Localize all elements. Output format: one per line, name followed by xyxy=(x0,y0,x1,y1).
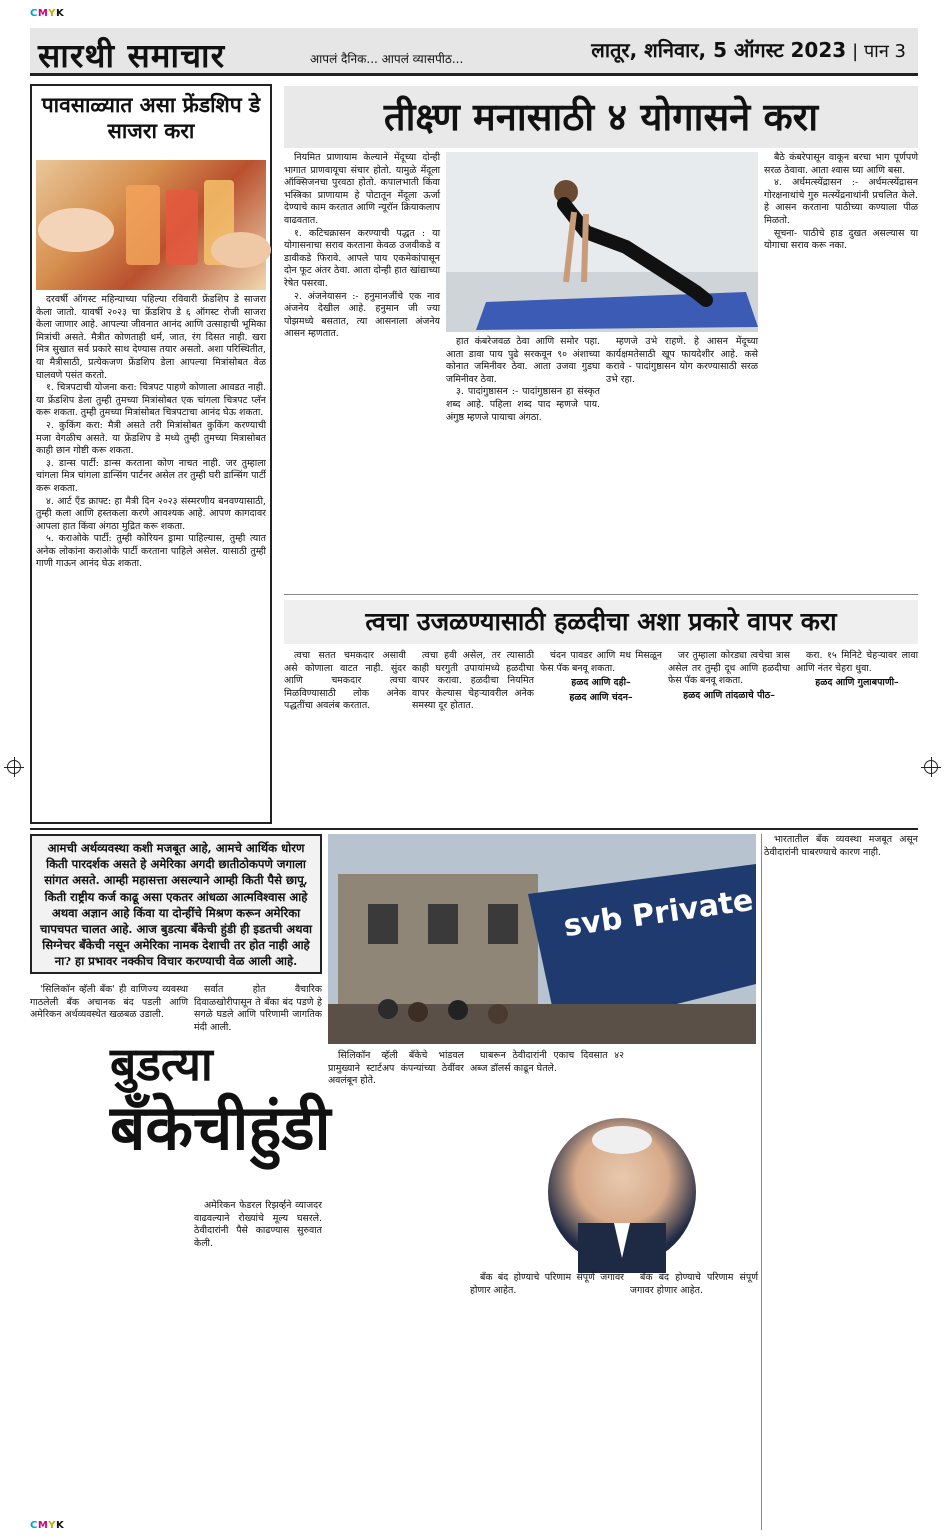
turmeric-headline: त्वचा उजळण्यासाठी हळदीचा अशा प्रकारे वापर करा xyxy=(284,600,918,644)
bank-intro: आमची अर्थव्यवस्था कशी मजबूत आहे, आमचे आर्थिक धोरण किती पारदर्शक असते हे अमेरिका अगदी छातीठोकपणे जगाला सांगत असते. आम्ही महासत्ता असल्याने आम्ही किती पैसे छापू, किती राष्ट्रीय कर्ज काढू असा एकतर आंधळा आत्मविश्वास आहे अथवा अज्ञान आहे किंवा या दोन्हींचे मिश्रण करून अमेरिका चापचपत चालत आहे. आज बुडत्या बँकेची हुंडी ही इडतची अथवा सिग्नेचर बँकेची नसून अमेरिका नामक देशाची तर होत नाही आहे ना? हा प्रभावर नक्कीच विचार करण्याची वेळ आली आहे. xyxy=(39,841,313,969)
turmeric-column-3 xyxy=(540,650,662,820)
yoga-note: सूचना- पाठीचे हाड दुखत असल्यास या योगाचा सराव करू नका. xyxy=(764,227,918,252)
turmeric-col2-text: त्वचा हवी असेल, तर त्यासाठी काही घरगुती उपायांमध्ये हळदीचा वापर करावा. हळदीचा नियमित वापर केल्यास चेहऱ्यावरील अनेक समस्या दूर होतात. xyxy=(412,650,534,712)
friendship-photo-art xyxy=(36,160,266,290)
bank-col2-text: सर्वात होत वैचारिक दिवाळखोरीपासून ते बँका बंद पडणे हे सगळे घडले आणि परिणामी जागतिक मंदी आली. xyxy=(194,984,322,1033)
yoga-pose-3: ३. पादांगुष्ठासन :- पादांगुष्ठासन हा संस्कृत शब्द आहे. पहिला शब्द पाद म्हणजे पाय. अंगुष्ठ म्हणजे पायाचा अंगठा. xyxy=(446,386,600,423)
turmeric-col5-text: करा. १५ मिनिटे चेहऱ्यावर लावा आणि नंतर चेहरा धुवा. xyxy=(796,650,918,674)
bank-column-1 xyxy=(30,984,188,1530)
tagline: आपलं दैनिक... आपलं व्यासपीठ... xyxy=(310,52,464,66)
yoga-col3-text: हात कंबरेजवळ ठेवा आणि समोर पहा. आता डावा पाय पुढे सरकवून ९० अंशाच्या कोनात जमिनीवर ठेवा. आता उजवा गुडघा जमिनीवर ठेवा. xyxy=(446,336,600,385)
friendship-tip-3: ३. डान्स पार्टी: डान्स करताना कोण नाचत नाही. जर तुम्हाला चांगला मित्र चांगला डान्सिंग पार्टनर असेल तर तुम्ही घरी डान्सिंग पार्टी करू शकता. xyxy=(36,457,266,494)
svb-sign-text: svb Private xyxy=(561,882,756,945)
registration-mark-right xyxy=(924,760,938,774)
yoga-column-1 xyxy=(284,152,440,582)
yoga-pose-1: १. कटिचक्रासन करण्याची पद्धत : या योगासनाचा सराव करताना केवळ उजवीकडे व डावीकडे फिरावे. आपले पाय एकमेकांपासून दोन फूट अंतर ठेवा. आता दोन्ही हात खांद्याच्या रेषेत पसरवा. xyxy=(284,227,440,289)
column-rule xyxy=(761,834,762,1530)
print-color-marks-bottom: CMYK xyxy=(30,1520,65,1531)
svb-photo-art xyxy=(328,834,756,1044)
friendship-body xyxy=(36,294,266,816)
turmeric-col4-text: जर तुम्हाला कोरड्या त्वचेचा त्रास असेल तर तुम्ही दूध आणि हळदीचा फेस पॅक बनवू शकता. xyxy=(668,650,790,687)
divider xyxy=(284,594,918,595)
section-divider xyxy=(30,828,918,830)
friendship-tip-2: २. कुकिंग करा: मैत्री असते तरी मित्रांसोबत कुकिंग करण्याची मजा वेगळीच असते. या फ्रेंडशिप डे मध्ये तुम्ही तुमच्या मित्रासोबत काही छान गोष्टी करू शकता. xyxy=(36,419,266,457)
turmeric-sub-rose: हळद आणि गुलाबपाणी– xyxy=(815,677,899,689)
turmeric-sub-sandal: हळद आणि चंदन– xyxy=(569,691,633,703)
yoga-column-3 xyxy=(446,336,600,582)
turmeric-column-5 xyxy=(796,650,918,820)
friendship-tip-5: ५. कराओके पार्टी: तुम्ही कोरियन ड्रामा पाहिल्यास, तुम्ही त्यात अनेक लोकांना कराओके पार्टी करताना पाहिले असेल. यासाठी तुम्ही गाणी गाऊन आनंद घेऊ शकता. xyxy=(36,533,266,570)
turmeric-col1-text: त्वचा सतत चमकदार असावी असे कोणाला वाटत नाही. सुंदर आणि चमकदार त्वचा मिळविण्यासाठी लोक अनेक पद्धतींचा अवलंब करतात. xyxy=(284,650,406,712)
turmeric-sub-curd: हळद आणि दही– xyxy=(571,677,631,689)
yoga-column-4 xyxy=(606,336,758,582)
turmeric-column-2 xyxy=(412,650,534,820)
print-color-marks: CMYK xyxy=(30,8,65,19)
yoga-photo-art xyxy=(446,152,758,332)
friendship-tip-4: ४. आर्ट ऍंड क्राफ्ट: हा मैत्री दिन २०२३ संस्मरणीय बनवण्यासाठी, तुम्ही कला आणि हस्तकला करणे आवश्यक आहे. आपण कागदावर आपला हात किंवा अंगठा मुद्रित करू शकता. xyxy=(36,495,266,532)
turmeric-column-4 xyxy=(668,650,790,820)
turmeric-column-1 xyxy=(284,650,406,820)
edition-date: लातूर, शनिवार, 5 ऑगस्ट 2023 | पान 3 xyxy=(591,38,906,62)
friendship-intro: दरवर्षी ऑगस्ट महिन्याच्या पहिल्या रविवारी फ्रेंडशिप डे साजरा केला जातो. यावर्षी २०२३ चा फ्रेंडशिप डे ६ ऑगस्ट रोजी साजरा केला जाणार आहे. आपल्या जीवनात आनंद आणि उत्साहाची भूमिका मित्रांची असते. मैत्रीत कोणताही धर्म, जात, रंग दिसत नाही. खरा मित्र सुखात सर्व प्रकारे साथ देण्यास तयार असतो. अशा परिस्थितीत, या मैत्रीसाठी, प्रत्येकजण फ्रेंडशिप डेला आपल्या मित्रांसोबत वेळ घालवणे पसंत करतो. xyxy=(36,294,266,381)
newspaper-logo: सारथी समाचार xyxy=(38,36,226,75)
yoga-column-5 xyxy=(764,152,918,582)
yoga-pose-photo xyxy=(446,152,758,332)
yoga-pose-2: २. अंजनेयासन :- हनुमानजींचे एक नाव अंजनेय देखील आहे. हनुमान जी ज्या पोझमध्ये बसतात, त्या आसनाला अंजनेय आसन म्हणतात. xyxy=(284,290,440,340)
bank-col7-text: भारतातील बँक व्यवस्था मजबूत असून ठेवीदारांनी घाबरण्याचे कारण नाही. xyxy=(764,834,918,858)
bank-column-2b xyxy=(194,1200,322,1530)
bank-col5-text: घाबरून ठेवीदारांनी एकाच दिवसात ४२ अब्ज डॉलर्स काढून घेतले. xyxy=(470,1050,624,1074)
friendship-drinks-photo xyxy=(36,160,266,290)
yoga-col4-text: म्हणजे उभे राहणे. हे आसन मेंदूच्या कार्यक्षमतेसाठी खूप फायदेशीर आहे. कसे करावे - पादांगुष्ठासन योग करण्यासाठी सरळ उभे रहा. xyxy=(606,336,758,385)
bank-col4-text: सिलिकॉन व्हॅली बँकेचे भांडवल प्रामुख्याने स्टार्टअप कंपन्यांच्या ठेवींवर अवलंबून होते. xyxy=(328,1050,464,1087)
bank-col3-text: अमेरिकन फेडरल रिझर्व्हने व्याजदर वाढवल्याने रोख्यांचे मूल्य घसरले. ठेवीदारांनी पैसे काढण्यास सुरुवात केली. xyxy=(194,1200,322,1249)
bank-col6-cont: बँक बंद होण्याचे परिणाम संपूर्ण जगावर होणार आहेत. xyxy=(630,1272,758,1296)
bank-column-4 xyxy=(470,1050,624,1118)
yoga-col1-text: नियमित प्राणायाम केल्याने मेंदूच्या दोन्ही भागात प्राणवायूचा संचार होतो. यामुळे मेंदूला ऑक्सिजनचा पुरवठा होतो. कपालभाती किंवा भस्त्रिका प्राणायाम हे पोटातून मेंदूला ऊर्जा देण्याचे काम करतात आणि न्यूरॉन क्रियाकलाप वाढवतात. xyxy=(284,152,440,226)
friendship-headline: पावसाळ्यात असा फ्रेंडशिप डे साजरा करा xyxy=(41,92,261,143)
svb-bank-photo xyxy=(328,834,756,1044)
bank-headline-top: बुडत्या xyxy=(110,1037,213,1091)
turmeric-sub-rice: हळद आणि तांदळाचे पीठ– xyxy=(683,689,775,701)
bank-col6-text: बँक बंद होण्याचे परिणाम संपूर्ण जगावर होणार आहेत. xyxy=(470,1272,624,1296)
portrait-art xyxy=(548,1118,696,1266)
masthead xyxy=(30,28,918,76)
bank-column-6 xyxy=(764,834,918,1530)
yoga-col5-text: बैठे कंबरेपासून वाकून बरचा भाग पूर्णपणे सरळ ठेवावा. आता श्वास घ्या आणि बसा. xyxy=(764,152,918,176)
friendship-tip-1: १. चित्रपटाची योजना करा: चित्रपट पाहणे कोणाला आवडत नाही. या फ्रेंडशिप डेला तुम्ही तुमच्या मित्रांसोबत एक चांगला चित्रपट प्लॅन करू शकता. तुम्ही तुमच्या मित्रांसोबत चित्रपटाचा आनंद घेऊ शकता. xyxy=(36,382,266,419)
bank-column-4b xyxy=(470,1272,624,1530)
bank-headline-main: बॅंकेचीहुंडी xyxy=(110,1091,331,1164)
bank-col1-text: 'सिलिकॉन व्हॅली बँक' ही वाणिज्य व्यवस्था गाठलेली बँक अचानक बंद पडली आणि अमेरिकन अर्थव्यवस्थेत खळबळ उडाली. xyxy=(30,984,188,1021)
biden-portrait xyxy=(548,1118,696,1266)
registration-mark-left xyxy=(7,760,21,774)
bank-column-3 xyxy=(328,1050,464,1530)
yoga-headline: तीक्ष्ण मनासाठी ४ योगासने करा xyxy=(284,86,918,148)
bank-column-5 xyxy=(630,1272,758,1530)
page-number: | पान 3 xyxy=(852,41,906,62)
yoga-pose-4: ४. अर्धमत्स्येंद्रासन :- अर्धमत्स्येंद्रासन गोरक्षनाथांचे गुरु मत्स्येंद्रनाथांनी प्रचलित केले. हे आसन करताना पाठीच्या कण्याला पीळ मिळतो. xyxy=(764,177,918,226)
bank-column-2 xyxy=(194,984,322,1033)
turmeric-col3-text: चंदन पावडर आणि मध मिसळून फेस पॅक बनवू शकता. xyxy=(540,650,662,674)
